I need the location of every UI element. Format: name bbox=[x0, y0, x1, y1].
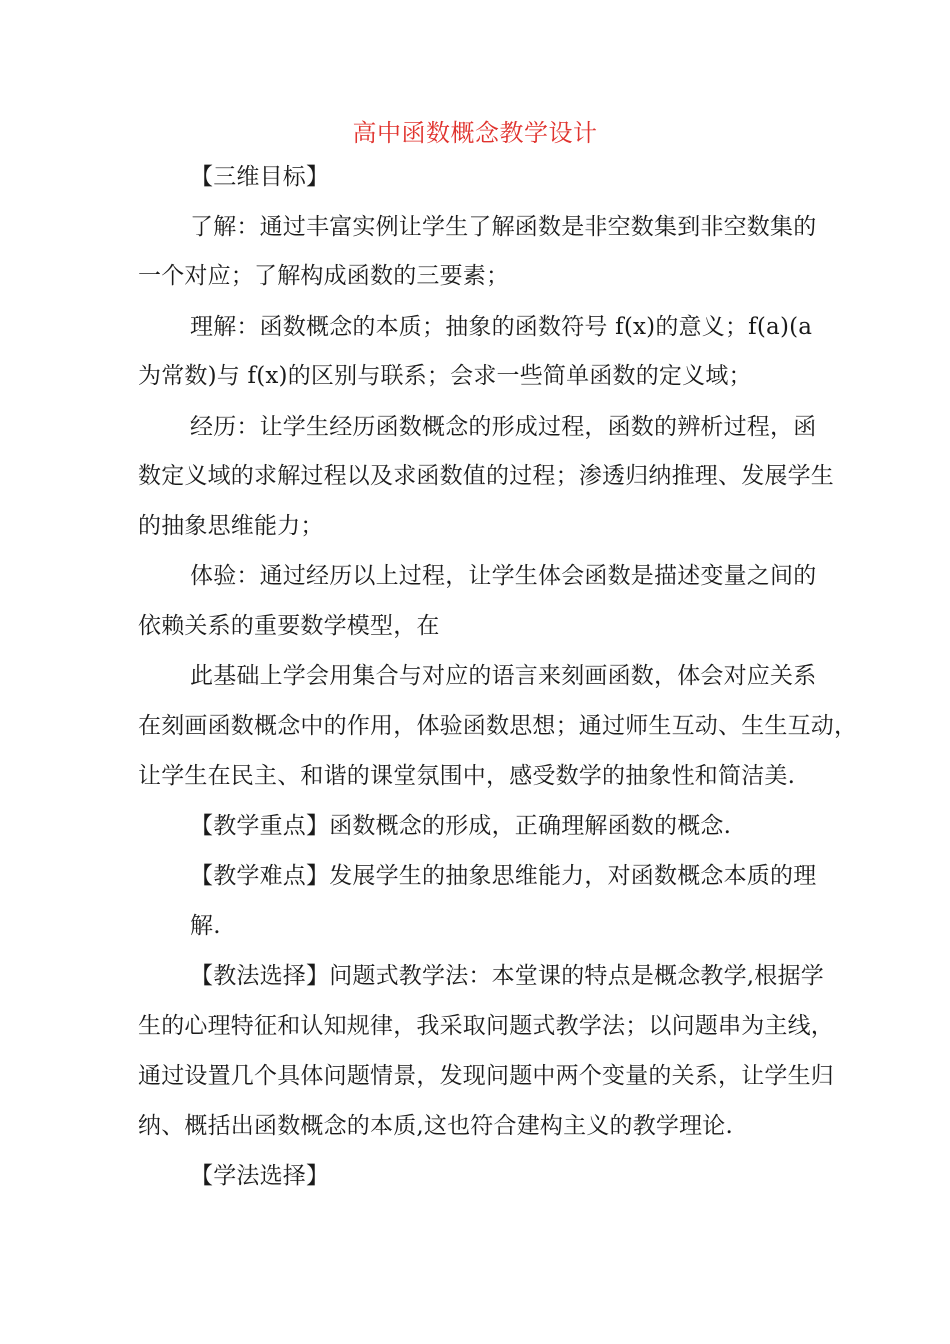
paragraph-line: 在刻画函数概念中的作用，体验函数思想；通过师生互动、生生互动， bbox=[138, 713, 858, 739]
paragraph-line: 通过设置几个具体问题情景，发现问题中两个变量的关系，让学生归 bbox=[138, 1063, 834, 1089]
heading-three-dimensional-goals: 【三维目标】 bbox=[190, 164, 330, 190]
paragraph-line: 纳、概括出函数概念的本质,这也符合建构主义的教学理论. bbox=[138, 1113, 734, 1139]
paragraph-line: 为常数)与 f(x)的区别与联系；会求一些简单函数的定义域； bbox=[138, 363, 752, 389]
paragraph-line: 生的心理特征和认知规律，我采取问题式教学法；以问题串为主线， bbox=[138, 1013, 834, 1039]
document-title: 高中函数概念教学设计 bbox=[352, 119, 598, 147]
paragraph-line: 体验：通过经历以上过程，让学生体会函数是描述变量之间的 bbox=[190, 563, 817, 589]
paragraph-line: 了解：通过丰富实例让学生了解函数是非空数集到非空数集的 bbox=[190, 214, 817, 240]
paragraph-line: 数定义域的求解过程以及求函数值的过程；渗透归纳推理、发展学生 bbox=[138, 463, 834, 489]
paragraph-line: 此基础上学会用集合与对应的语言来刻画函数，体会对应关系 bbox=[190, 663, 817, 689]
heading-teaching-method: 【教法选择】问题式教学法：本堂课的特点是概念教学,根据学 bbox=[190, 963, 824, 989]
paragraph-line: 让学生在民主、和谐的课堂氛围中，感受数学的抽象性和简洁美. bbox=[138, 763, 796, 789]
paragraph-line: 一个对应；了解构成函数的三要素； bbox=[138, 263, 510, 289]
paragraph-line: 的抽象思维能力； bbox=[138, 513, 324, 539]
paragraph-line: 理解：函数概念的本质；抽象的函数符号 f(x)的意义；f(a)(a bbox=[190, 314, 813, 340]
paragraph-line: 经历：让学生经历函数概念的形成过程，函数的辨析过程，函 bbox=[190, 414, 817, 440]
heading-learning-method: 【学法选择】 bbox=[190, 1163, 330, 1189]
paragraph-line: 依赖关系的重要数学模型，在 bbox=[138, 613, 440, 639]
heading-teaching-focus: 【教学重点】函数概念的形成，正确理解函数的概念. bbox=[190, 813, 732, 839]
heading-teaching-difficulty: 【教学难点】发展学生的抽象思维能力，对函数概念本质的理 bbox=[190, 863, 817, 889]
paragraph-line: 解. bbox=[190, 913, 221, 939]
